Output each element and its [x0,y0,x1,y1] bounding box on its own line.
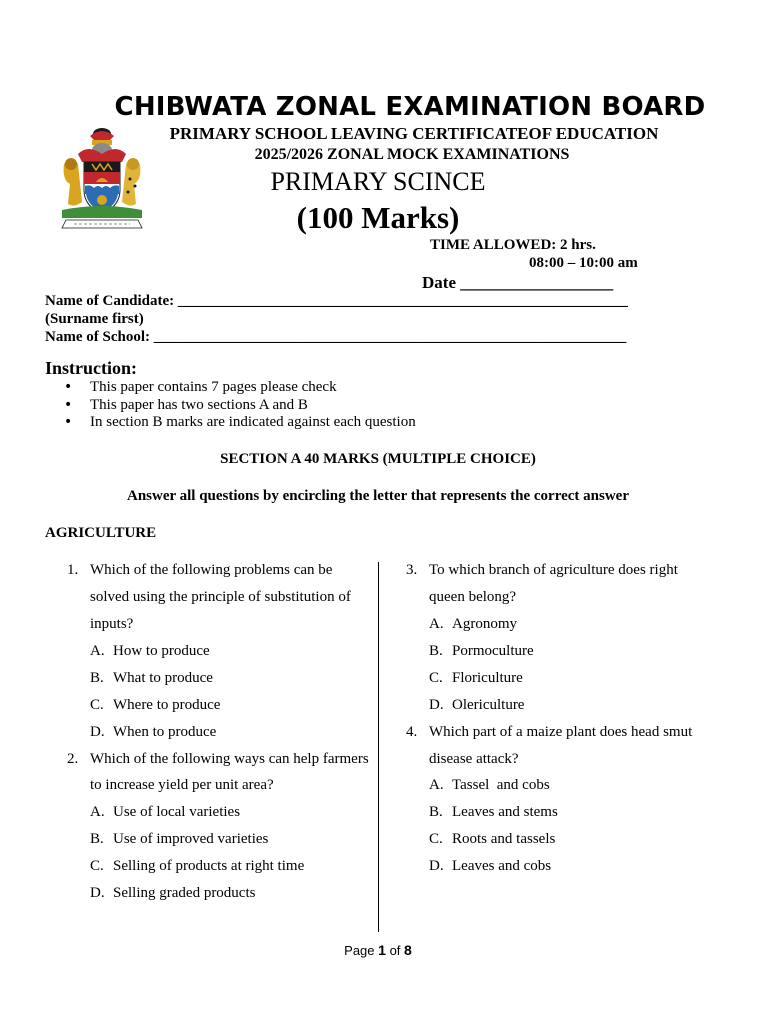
current-page: 1 [378,942,386,958]
option-letter[interactable]: C. [90,858,104,874]
option-text: Use of improved varieties [113,831,269,847]
option-letter[interactable]: A. [90,643,105,659]
school-name-field[interactable]: Name of School: _______________________________________________________________ [45,329,627,345]
option-letter[interactable]: B. [90,670,104,686]
option-text: When to produce [113,724,217,740]
of-word: of [389,943,401,958]
option-letter[interactable]: C. [429,831,443,847]
total-pages: 8 [404,942,412,958]
option-letter[interactable]: D. [429,697,444,713]
option-letter[interactable]: D. [90,724,105,740]
option-letter[interactable]: D. [90,885,105,901]
instruction-item: • This paper contains 7 pages please check [62,379,416,397]
question-text-line: inputs? [90,616,134,632]
option-letter[interactable]: A. [429,616,444,632]
instruction-heading: Instruction: [45,358,138,378]
option-text: What to produce [113,670,213,686]
instruction-item: • This paper has two sections A and B [62,397,416,415]
question-text-line: Which of the following problems can be [90,562,333,578]
question-text-line: Which part of a maize plant does head smut [429,724,693,740]
question-number: 2. [67,751,79,767]
time-range: 08:00 – 10:00 am [529,255,638,271]
option-text: Floriculture [452,670,523,686]
instruction-item: • In section B marks are indicated against each question [62,414,416,432]
option-letter[interactable]: C. [90,697,104,713]
option-letter[interactable]: C. [429,670,443,686]
question-number: 4. [406,724,418,740]
option-text: Use of local varieties [113,804,241,820]
question-text-line: Which of the following ways can help farmers [90,751,369,767]
question-text-line: queen belong? [429,589,517,605]
candidate-name-field[interactable]: Name of Candidate: ____________________________________________________________ [45,293,628,309]
question-number: 1. [67,562,79,578]
section-title: SECTION A 40 MARKS (MULTIPLE CHOICE) [220,451,536,467]
instruction-list [62,379,416,432]
column-divider [378,562,379,932]
option-letter[interactable]: B. [429,804,443,820]
option-text: Where to produce [113,697,221,713]
option-letter[interactable]: B. [429,643,443,659]
option-text: Pormoculture [452,643,534,659]
page-indicator [0,942,756,958]
option-letter[interactable]: B. [90,831,104,847]
option-text: Leaves and stems [452,804,558,820]
certificate-title: PRIMARY SCHOOL LEAVING CERTIFICATEOF EDUCATION [169,124,659,143]
question-text-line: solved using the principle of substitution of [90,589,351,605]
option-letter[interactable]: A. [429,777,444,793]
question-text-line: to increase yield per unit area? [90,777,274,793]
option-text: Tassel and cobs [452,777,550,793]
time-allowed: TIME ALLOWED: 2 hrs. [430,237,596,253]
topic-heading: AGRICULTURE [45,525,157,541]
option-letter[interactable]: D. [429,858,444,874]
question-number: 3. [406,562,418,578]
exam-title: 2025/2026 ZONAL MOCK EXAMINATIONS [254,146,570,163]
date-field[interactable]: Date __________________ [422,273,614,292]
option-text: Selling graded products [113,885,256,901]
question-text-line: disease attack? [429,751,519,767]
option-text: Agronomy [452,616,517,632]
subject-title: PRIMARY SCINCE [270,167,486,196]
question-text-line: To which branch of agriculture does right [429,562,678,578]
surname-note: (Surname first) [45,311,144,327]
option-text: How to produce [113,643,210,659]
section-directive: Answer all questions by encircling the letter that represents the correct answer [126,488,629,504]
page-word: Page [344,943,375,958]
option-letter[interactable]: A. [90,804,105,820]
option-text: Leaves and cobs [452,858,552,874]
option-text: Olericulture [452,697,525,713]
option-text: Selling of products at right time [113,858,305,874]
board-title: CHIBWATA ZONAL EXAMINATION BOARD [114,92,706,122]
total-marks: (100 Marks) [296,200,460,235]
option-text: Roots and tassels [452,831,556,847]
